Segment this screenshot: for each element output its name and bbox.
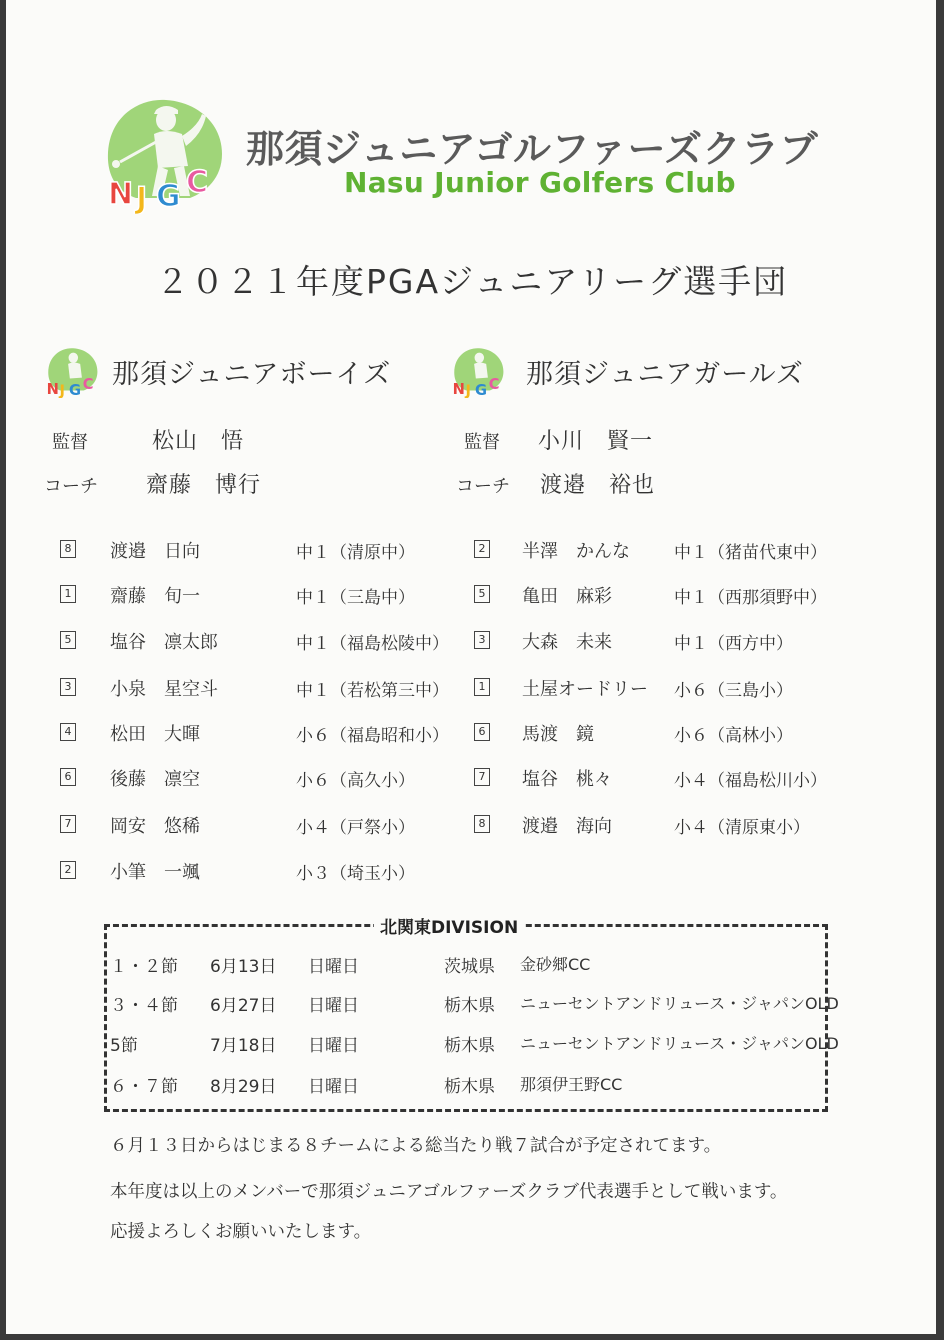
round-label: 5節 [110, 1036, 138, 1056]
player-number: 5 [474, 585, 490, 603]
player-school: 中１（若松第三中） [296, 681, 449, 701]
round-date: 6月27日 [210, 996, 277, 1016]
player-school: 中１（清原中） [296, 543, 415, 563]
svg-text:C: C [186, 165, 209, 200]
player-name: 後藤 凛空 [110, 769, 200, 790]
njgc-logo-small-boys [44, 346, 100, 398]
round-label: ３・４節 [110, 996, 178, 1016]
player-school: 小６（高久小） [296, 771, 415, 791]
round-date: 8月29日 [210, 1077, 277, 1097]
note-line: 応援よろしくお願いいたします。 [110, 1222, 372, 1242]
boys-manager-name: 松山 悟 [152, 429, 245, 454]
svg-text:G: G [68, 381, 82, 398]
boys-team-name: 那須ジュニアボーイズ [112, 359, 392, 390]
player-number: 8 [474, 815, 490, 833]
round-label: ６・７節 [110, 1077, 178, 1097]
svg-text:J: J [59, 382, 65, 398]
note-line: ６月１３日からはじまる８チームによる総当たり戦７試合が予定されてます。 [110, 1136, 722, 1156]
player-number: 3 [474, 631, 490, 649]
svg-text:N: N [46, 380, 59, 398]
round-prefecture: 栃木県 [444, 996, 495, 1016]
player-number: 8 [60, 540, 76, 558]
club-name-en: Nasu Junior Golfers Club [344, 166, 736, 199]
player-number: 6 [474, 723, 490, 741]
player-school: 中１（三島中） [296, 588, 415, 608]
document-title: ２０２１年度PGAジュニアリーグ選手団 [156, 262, 789, 301]
round-course: ニューセントアンドリュース・ジャパンOLD [520, 994, 839, 1013]
player-name: 土屋オードリー [522, 679, 648, 700]
player-number: 3 [60, 678, 76, 696]
player-number: 1 [474, 678, 490, 696]
player-school: 中１（猪苗代東中） [674, 543, 827, 563]
round-day: 日曜日 [308, 996, 359, 1016]
round-course: ニューセントアンドリュース・ジャパンOLD [520, 1034, 839, 1053]
player-school: 小６（福島昭和小） [296, 726, 449, 746]
player-name: 小筆 一颯 [110, 862, 200, 883]
njgc-logo-small-girls [450, 346, 506, 398]
player-school: 小６（三島小） [674, 681, 793, 701]
round-prefecture: 茨城県 [444, 957, 495, 977]
round-course: 金砂郷CC [520, 955, 591, 974]
player-school: 中１（西那須野中） [674, 588, 827, 608]
girls-team-name: 那須ジュニアガールズ [526, 359, 804, 390]
player-name: 亀田 麻彩 [522, 586, 612, 607]
player-name: 半澤 かんな [522, 541, 630, 562]
girls-coach-name: 渡邉 裕也 [540, 473, 656, 498]
round-prefecture: 栃木県 [444, 1036, 495, 1056]
svg-text:J: J [465, 382, 471, 398]
boys-coach-label: コーチ [44, 476, 98, 497]
player-name: 渡邉 海向 [522, 816, 612, 837]
player-school: 小３（埼玉小） [296, 864, 415, 884]
note-line: 本年度は以上のメンバーで那須ジュニアゴルファーズクラブ代表選手として戦います。 [110, 1182, 788, 1202]
player-school: 中１（西方中） [674, 634, 793, 654]
player-name: 齋藤 旬一 [110, 586, 200, 607]
player-name: 松田 大暉 [110, 724, 200, 745]
player-number: 6 [60, 768, 76, 786]
player-name: 岡安 悠稀 [110, 816, 200, 837]
player-number: 5 [60, 631, 76, 649]
player-school: 小６（高林小） [674, 726, 793, 746]
svg-text:G: G [474, 381, 488, 398]
player-school: 小４（福島松川小） [674, 771, 827, 791]
svg-text:J: J [136, 181, 148, 214]
player-name: 馬渡 鏡 [522, 724, 594, 745]
player-name: 大森 未来 [522, 632, 612, 653]
player-number: 2 [474, 540, 490, 558]
round-day: 日曜日 [308, 957, 359, 977]
girls-manager-label: 監督 [464, 432, 500, 453]
player-name: 塩谷 桃々 [522, 769, 612, 790]
player-number: 7 [474, 768, 490, 786]
player-number: 7 [60, 815, 76, 833]
round-date: 6月13日 [210, 957, 277, 977]
player-name: 小泉 星空斗 [110, 679, 218, 700]
boys-coach-name: 齋藤 博行 [146, 473, 262, 498]
svg-text:C: C [82, 375, 94, 393]
svg-text:N: N [452, 380, 465, 398]
player-number: 1 [60, 585, 76, 603]
player-name: 渡邉 日向 [110, 541, 200, 562]
round-day: 日曜日 [308, 1036, 359, 1056]
player-number: 4 [60, 723, 76, 741]
player-number: 2 [60, 861, 76, 879]
svg-text:C: C [488, 375, 500, 393]
round-label: １・２節 [110, 957, 178, 977]
round-day: 日曜日 [308, 1077, 359, 1097]
player-name: 塩谷 凛太郎 [110, 632, 218, 653]
player-school: 中１（福島松陵中） [296, 634, 449, 654]
svg-text:G: G [156, 179, 181, 214]
svg-text:N: N [108, 177, 134, 212]
round-course: 那須伊王野CC [520, 1075, 623, 1094]
player-school: 小４（戸祭小） [296, 818, 415, 838]
girls-manager-name: 小川 賢一 [538, 429, 654, 454]
document-page [6, 0, 936, 1334]
round-date: 7月18日 [210, 1036, 277, 1056]
njgc-logo [98, 96, 228, 214]
boys-manager-label: 監督 [52, 432, 88, 453]
girls-coach-label: コーチ [456, 476, 510, 497]
round-prefecture: 栃木県 [444, 1077, 495, 1097]
club-name-jp: 那須ジュニアゴルファーズクラブ [246, 127, 819, 171]
player-school: 小４（清原東小） [674, 818, 810, 838]
division-title: 北関東DIVISION [374, 913, 524, 938]
